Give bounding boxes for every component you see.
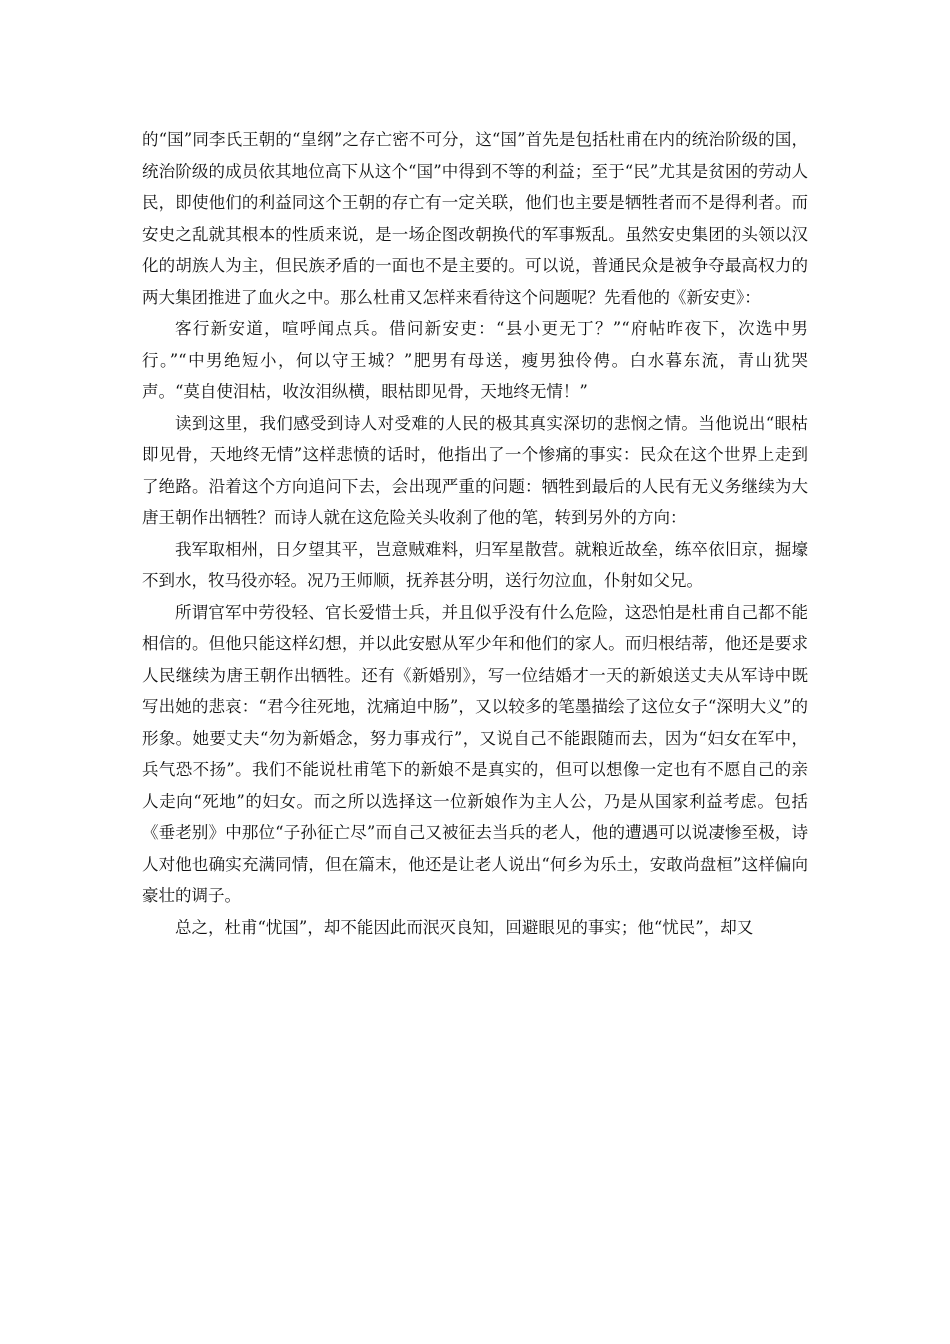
paragraph-conclusion: 总之，杜甫“忧国”，却不能因此而泯灭良知，回避眼见的事实；他“忧民”，却又 (175, 917, 754, 937)
paragraph-commentary-2: 所谓官军中劳役轻、官长爱惜士兵，并且似乎没有什么危险，这恐怕是杜甫自己都不能相信的。但他只能这样幻想，并以此安慰从军少年和他们的家人。而归根结蒂，他还是要求人民继续为唐王朝作出牺牲。还有《新婚别》，写一位结婚才一天的新娘送丈夫从军诗中既写出她的悲哀：“君今往死地，沈痛迫中肠”，又以较多的笔墨描绘了这位女子“深明大义”的形象。她要丈夫“勿为新婚念，努力事戎行”，又说自己不能跟随而去，因为“妇女在军中，兵气恐不扬”。我们不能说杜甫笔下的新娘不是真实的，但可以想像一定也有不愿自己的亲人走向“死地”的妇女。而之所以选择这一位新娘作为主人公，乃是从国家利益考虑。包括《垂老别》中那位“子孙征亡尽”而自己又被征去当兵的老人，他的遭遇可以说凄惨至极，诗人对他也确实充满同情，但在篇末，他还是让老人说出“何乡为乐土，安敢尚盘桓”这样偏向豪壮的调子。 (142, 602, 808, 905)
poem-quote-xin-an-li: 客行新安道，喧呼闻点兵。借问新安吏：“县小更无丁？”“府帖昨夜下，次选中男行。”“中男绝短小，何以守王城？”肥男有母送，瘦男独伶俜。白水暮东流，青山犹哭声。“莫自使泪枯，收汝泪纵横，眼枯即见骨，天地终无情！” (142, 319, 808, 401)
paragraph-continuation: 的“国”同李氏王朝的“皇纲”之存亡密不可分，这“国”首先是包括杜甫在内的统治阶级的国，统治阶级的成员依其地位高下从这个“国”中得到不等的利益；至于“民”尤其是贫困的劳动人民，即使他们的利益同这个王朝的存亡有一定关联，他们也主要是牺牲者而不是得利者。而安史之乱就其根本的性质来说，是一场企图改朝换代的军事叛乱。虽然安史集团的头领以汉化的胡族人为主，但民族矛盾的一面也不是主要的。可以说，普通民众是被争夺最高权力的两大集团推进了血火之中。那么杜甫又怎样来看待这个问题呢？先看他的《新安吏》： (142, 130, 808, 307)
article-body (142, 124, 808, 943)
poem-quote-continuation: 我军取相州，日夕望其平，岂意贼难料，归军星散营。就粮近故垒，练卒依旧京，掘壕不到水，牧马役亦轻。况乃王师顺，抚养甚分明，送行勿泣血，仆射如父兄。 (142, 539, 808, 590)
paragraph-commentary-1: 读到这里，我们感受到诗人对受难的人民的极其真实深切的悲悯之情。当他说出“眼枯即见骨，天地终无情”这样悲愤的话时，他指出了一个惨痛的事实：民众在这个世界上走到了绝路。沿着这个方向追问下去，会出现严重的问题：牺牲到最后的人民有无义务继续为大唐王朝作出牺牲？而诗人就在这危险关头收刹了他的笔，转到另外的方向： (142, 413, 808, 527)
